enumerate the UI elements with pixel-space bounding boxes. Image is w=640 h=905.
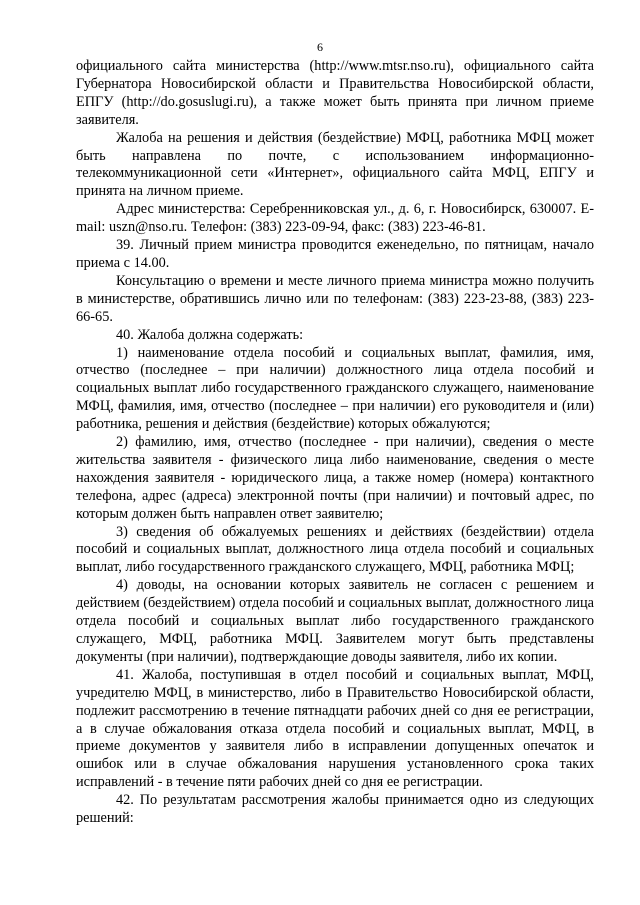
paragraph: Консультацию о времени и месте личного приема министра можно получить в министерстве, обратившись лично или по телефонам: (383) 223-23-88, (383) 223-66-65. [76,272,594,325]
document-body [76,58,594,828]
paragraph: 40. Жалоба должна содержать: [116,326,304,343]
paragraph: 4) доводы, на основании которых заявитель не согласен с решением и действием (бездействием) отдела пособий и социальных выплат, должностного лица отдела пособий и социальных выплат либо государственного гражданского служащего, МФЦ, работника МФЦ. Заявителем могут быть представлены документы (при наличии), подтверждающие доводы заявителя, либо их копии. [76,577,594,665]
paragraph: 3) сведения об обжалуемых решениях и действиях (бездействии) отдела пособий и социальных выплат, должностного лица отдела пособий и социальных выплат, либо государственного гражданского служащего, МФЦ, работника МФЦ; [76,523,594,576]
paragraph: 1) наименование отдела пособий и социальных выплат, фамилия, имя, отчество (последнее – при наличии) должностного лица отдела пособий и социальных выплат либо государственного гражданского служащего, наименование МФЦ, фамилия, имя, отчество (последнее – при наличии) его руководителя и (или) работника, решения и действия (бездействие) которых обжалуются; [76,344,594,433]
paragraph: 42. По результатам рассмотрения жалобы принимается одно из следующих решений: [76,792,594,827]
page-number: 6 [317,40,323,54]
paragraph: 2) фамилию, имя, отчество (последнее - при наличии), сведения о месте жительства заявителя - физического лица либо наименование, сведения о месте нахождения заявителя - юридического лица, а также номер (номера) контактного телефона, адрес (адреса) электронной почты (при наличии) и почтовый адрес, по которым должен быть направлен ответ заявителю; [76,434,594,522]
paragraph: Жалоба на решения и действия (бездействие) МФЦ, работника МФЦ может быть направлена по почте, с использованием информационно-телекоммуникационной сети «Интернет», официального сайта МФЦ, ЕПГУ и принята на личном приеме. [76,129,594,200]
paragraph: Адрес министерства: Серебренниковская ул., д. 6, г. Новосибирск, 630007. E-mail: uszn@nso.ru. Телефон: (383) 223-09-94, факс: (383) 223-46-81. [76,201,594,236]
paragraph: официального сайта министерства (http://www.mtsr.nso.ru), официального сайта Губернатора Новосибирской области и Правительства Новосибирской области, ЕПГУ (http://do.gosuslugi.ru), а также может быть принята при личном приеме заявителя. [76,58,594,128]
paragraph: 41. Жалоба, поступившая в отдел пособий и социальных выплат, МФЦ, учредителю МФЦ, в министерство, либо в Правительство Новосибирской области, подлежит рассмотрению в течение пятнадцати рабочих дней со дня ее регистрации, а в случае обжалования отказа отдела пособий и социальных выплат, МФЦ, в приеме документов у заявителя либо в исправлении допущенных опечаток и ошибок или в случае обжалования нарушения установленного срока таких исправлений - в течение пяти рабочих дней со дня ее регистрации. [76,666,594,791]
paragraph: 39. Личный прием министра проводится еженедельно, по пятницам, начало приема с 14.00. [76,237,594,271]
